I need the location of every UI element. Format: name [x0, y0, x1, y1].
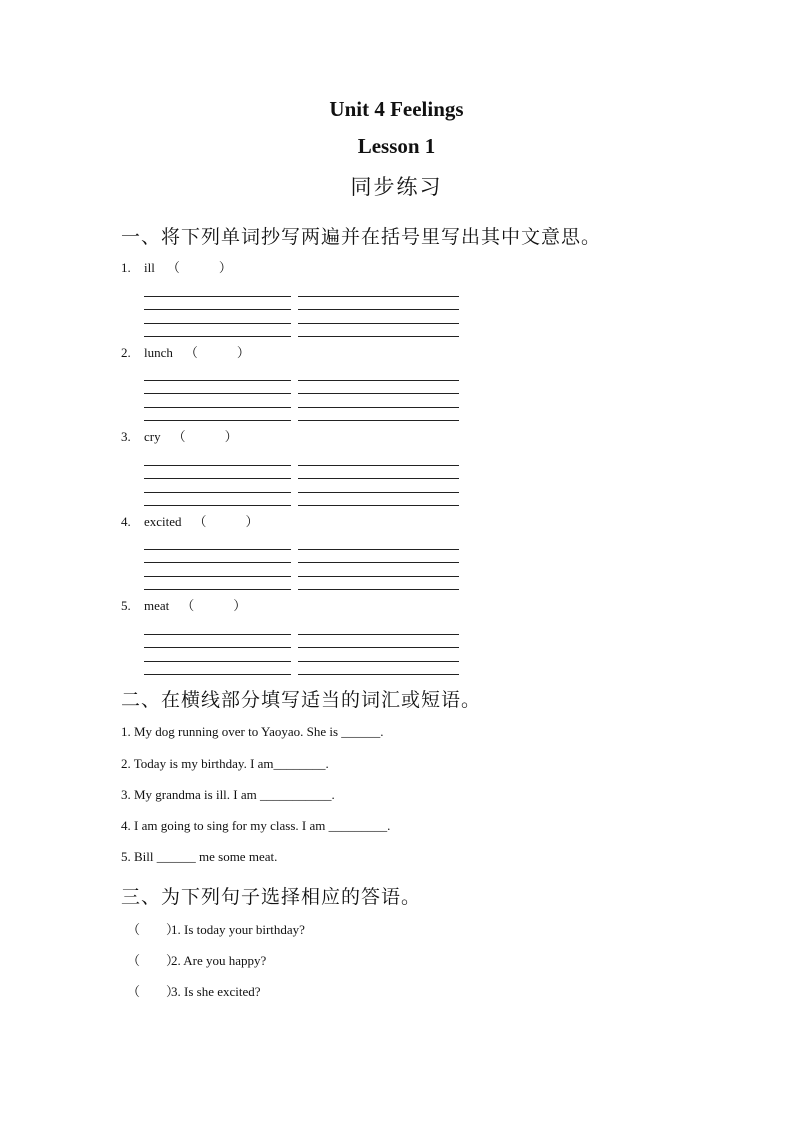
answer-blank: （ ） [127, 984, 180, 999]
copy-line [298, 562, 459, 563]
copy-line [144, 576, 291, 577]
copy-line [298, 380, 459, 381]
meaning-blank: （ ） [166, 260, 232, 275]
copy-line [298, 661, 459, 662]
copy-line [298, 634, 459, 635]
word-number: 5. [121, 598, 131, 613]
copy-line [144, 562, 291, 563]
copy-line [298, 296, 459, 297]
copy-line [144, 505, 291, 506]
copy-line [144, 420, 291, 421]
copy-line [144, 589, 291, 590]
copy-line [144, 336, 291, 337]
word-text: meat [144, 598, 170, 613]
section2-heading: 二、在横线部分填写适当的词汇或短语。 [121, 689, 482, 711]
copy-lines-4 [144, 549, 460, 593]
answer-blank: （ ） [127, 922, 180, 937]
copy-line [144, 634, 291, 635]
word-text: excited [144, 514, 182, 529]
answer-blank: （ ） [127, 953, 180, 968]
question-text: 2. Are you happy? [171, 953, 267, 968]
copy-line [144, 309, 291, 310]
copy-line [298, 674, 459, 675]
copy-line [144, 549, 291, 550]
copy-line [298, 549, 459, 550]
copy-line [298, 323, 459, 324]
copy-line [144, 296, 291, 297]
copy-line [298, 478, 459, 479]
match-item-3 [127, 983, 261, 1001]
match-item-1 [127, 921, 305, 939]
copy-line [298, 336, 459, 337]
copy-lines-2 [144, 380, 460, 424]
copy-line [144, 478, 291, 479]
word-text: lunch [144, 345, 173, 360]
fill-sentence-1: 1. My dog running over to Yaoyao. She is ______. [121, 724, 384, 739]
copy-line [144, 661, 291, 662]
question-text: 1. Is today your birthday? [171, 922, 305, 937]
copy-lines-1 [144, 296, 460, 340]
copy-line [144, 393, 291, 394]
meaning-blank: （ ） [193, 514, 259, 529]
fill-sentence-2: 2. Today is my birthday. I am________. [121, 756, 329, 771]
copy-line [298, 576, 459, 577]
word-item-1 [121, 259, 232, 277]
copy-line [144, 323, 291, 324]
word-number: 3. [121, 429, 131, 444]
word-item-5 [121, 597, 246, 615]
copy-line [298, 407, 459, 408]
copy-line [298, 492, 459, 493]
meaning-blank: （ ） [184, 345, 250, 360]
word-item-4 [121, 513, 259, 531]
section3-heading: 三、为下列句子选择相应的答语。 [121, 886, 422, 908]
copy-line [298, 647, 459, 648]
section1-heading: 一、将下列单词抄写两遍并在括号里写出其中文意思。 [121, 226, 602, 248]
copy-line [298, 505, 459, 506]
copy-line [144, 647, 291, 648]
copy-line [144, 407, 291, 408]
word-number: 4. [121, 514, 131, 529]
lesson-title: Lesson 1 [357, 134, 436, 158]
word-number: 1. [121, 260, 131, 275]
copy-line [144, 674, 291, 675]
copy-line [144, 465, 291, 466]
copy-lines-3 [144, 465, 460, 509]
match-item-2 [127, 952, 266, 970]
fill-sentence-5: 5. Bill ______ me some meat. [121, 849, 278, 864]
meaning-blank: （ ） [181, 598, 247, 613]
copy-line [298, 589, 459, 590]
copy-line [298, 309, 459, 310]
subtitle: 同步练习 [350, 175, 443, 199]
question-text: 3. Is she excited? [171, 984, 261, 999]
copy-lines-5 [144, 634, 460, 678]
copy-line [298, 465, 459, 466]
word-item-2 [121, 344, 250, 362]
unit-title: Unit 4 Feelings [329, 97, 464, 121]
word-text: cry [144, 429, 161, 444]
copy-line [144, 492, 291, 493]
copy-line [298, 420, 459, 421]
copy-line [144, 380, 291, 381]
word-text: ill [144, 260, 155, 275]
fill-sentence-3: 3. My grandma is ill. I am ___________. [121, 787, 335, 802]
fill-sentence-4: 4. I am going to sing for my class. I am _________. [121, 818, 391, 833]
meaning-blank: （ ） [172, 429, 238, 444]
word-item-3 [121, 428, 238, 446]
word-number: 2. [121, 345, 131, 360]
copy-line [298, 393, 459, 394]
